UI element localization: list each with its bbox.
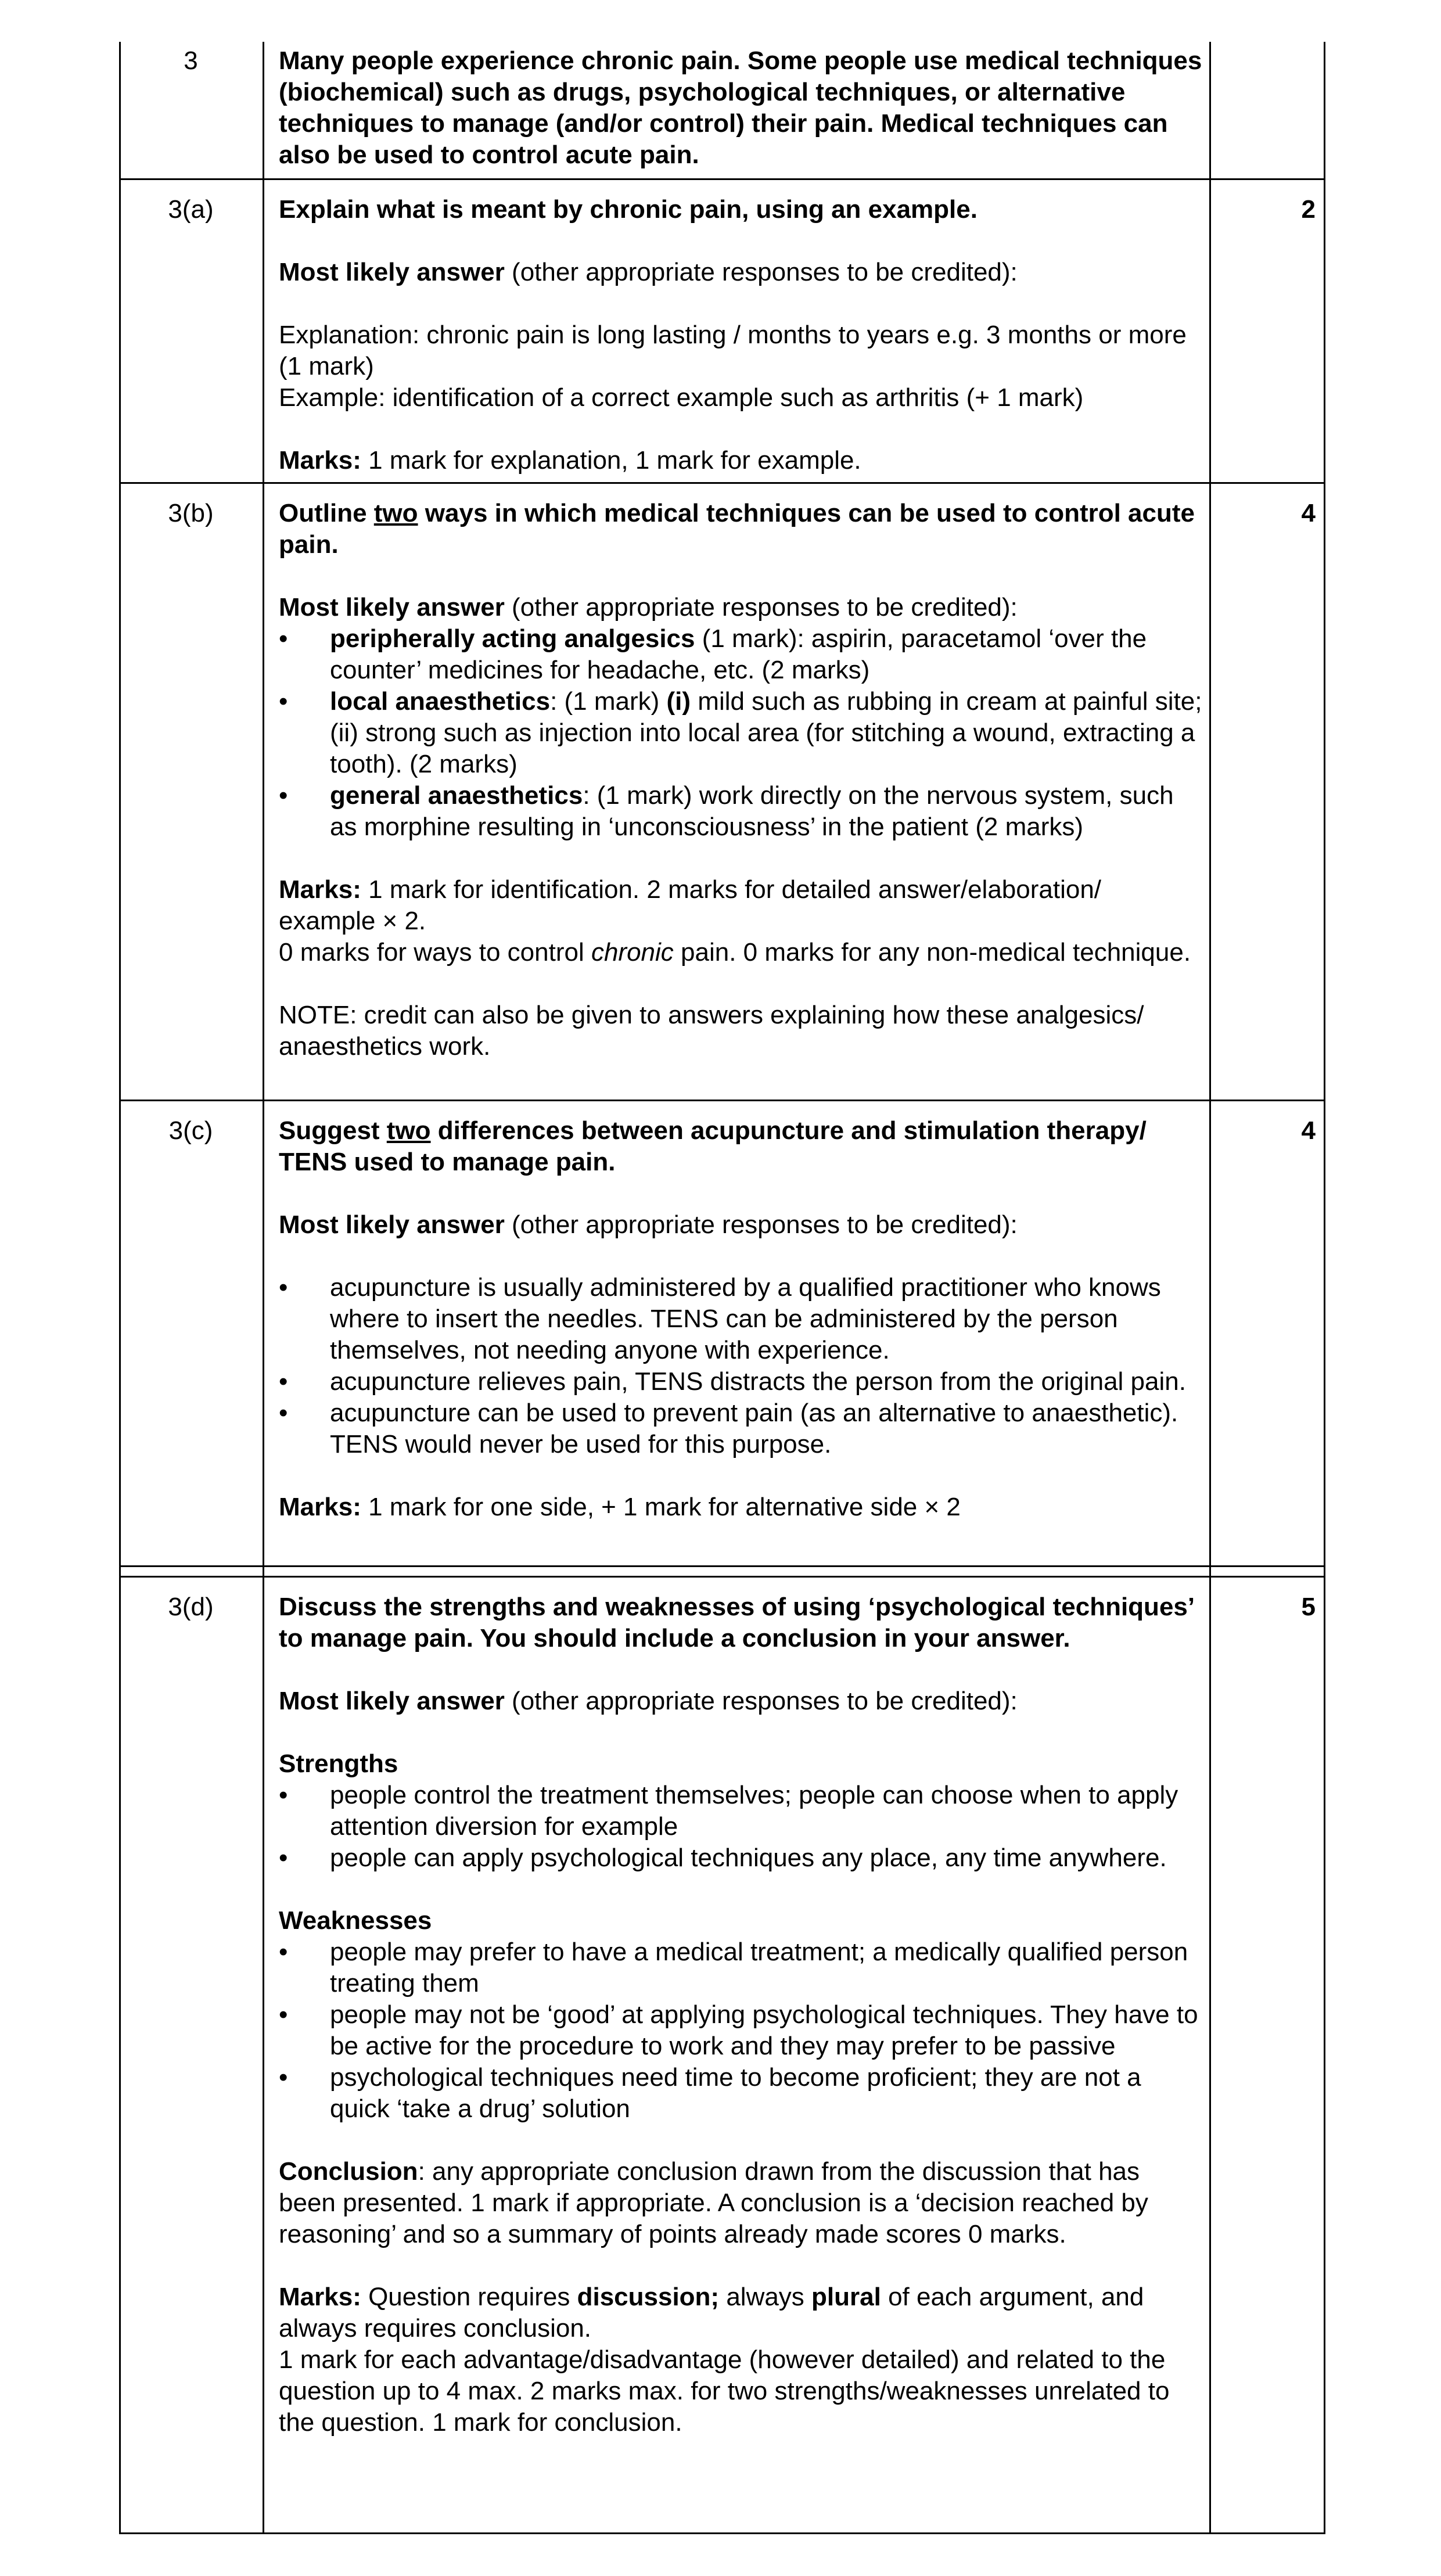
bullet-list-3c <box>279 1272 1202 1460</box>
most-likely-answer-3b: Most likely answer (other appropriate responses to be credited): <box>279 593 1018 621</box>
list-item: • local anaesthetics: (1 mark) (i) mild such as rubbing in cream at painful site; (ii) strong such as injection into local area (for stitching a wound, extracting a tooth). (2 marks) <box>279 686 1202 780</box>
table-bottom-border <box>119 2532 1325 2534</box>
list-item: • people can apply psychological techniques any place, any time anywhere. <box>279 1842 1202 1874</box>
list-item: • people may not be ‘good’ at applying psychological techniques. They have to be active for the procedure to work and they may prefer to be passive <box>279 1999 1202 2062</box>
list-item: • people control the treatment themselves; people can choose when to apply attention diversion for example <box>279 1780 1202 1842</box>
marks-note-3a: Marks: 1 mark for explanation, 1 mark for example. <box>279 446 861 475</box>
example-3a: Example: identification of a correct example such as arthritis (+ 1 mark) <box>279 383 1084 412</box>
question-number-3b: 3(b) <box>168 499 214 527</box>
conclusion-3d: Conclusion: any appropriate conclusion drawn from the discussion that has been presented. 1 mark if appropriate. A conclusion is a ‘decision reached by reasoning’ and so a summary of points already made scores 0 marks. <box>279 2157 1148 2248</box>
list-item: • acupuncture is usually administered by a qualified practitioner who knows where to insert the needles. TENS can be administered by the person themselves, not needing anyone with experience. <box>279 1272 1202 1366</box>
weaknesses-list <box>279 1937 1202 2125</box>
explanation-3a: Explanation: chronic pain is long lasting / months to years e.g. 3 months or more (1 mark) <box>279 321 1187 380</box>
list-item: • psychological techniques need time to become proficient; they are not a quick ‘take a drug’ solution <box>279 2062 1202 2125</box>
most-likely-answer-3c: Most likely answer (other appropriate responses to be credited): <box>279 1210 1018 1239</box>
marks-3a: 2 <box>1301 195 1316 224</box>
answer-3d <box>279 1591 1202 2438</box>
answer-3b <box>279 498 1202 1062</box>
list-item: • acupuncture relieves pain, TENS distracts the person from the original pain. <box>279 1366 1202 1397</box>
marks-3b: 4 <box>1301 499 1316 527</box>
strengths-list <box>279 1780 1202 1874</box>
question-number-3: 3 <box>184 46 198 75</box>
list-item: • people may prefer to have a medical treatment; a medically qualified person treating them <box>279 1937 1202 1999</box>
marks-3d: 5 <box>1301 1593 1316 1621</box>
table-left-border <box>119 42 121 2534</box>
row-divider-3d-top <box>119 1565 1325 1567</box>
question-3-stem: Many people experience chronic pain. Some people use medical techniques (biochemical) such as drugs, psychological techniques, or alternative techniques to manage (and/or control) their pain. Medical techniques can also be used to control acute pain. <box>279 46 1202 169</box>
answer-3c <box>279 1115 1202 1523</box>
bullet-list-3b <box>279 623 1202 843</box>
question-number-3d: 3(d) <box>168 1593 214 1621</box>
row-divider-3d <box>119 1576 1325 1578</box>
question-3d-text: Discuss the strengths and weaknesses of using ‘psychological techniques’ to manage pain. You should include a conclusion in your answer. <box>279 1593 1194 1652</box>
weaknesses-heading: Weaknesses <box>279 1906 432 1935</box>
note-3b: NOTE: credit can also be given to answers explaining how these analgesics/ anaesthetics work. <box>279 1001 1144 1061</box>
table-divider-marks <box>1209 42 1211 2534</box>
question-3c-text: Suggest two differences between acupuncture and stimulation therapy/ TENS used to manage pain. <box>279 1116 1147 1176</box>
list-item: • acupuncture can be used to prevent pain (as an alternative to anaesthetic). TENS would never be used for this purpose. <box>279 1397 1202 1460</box>
question-3b-text: Outline two ways in which medical techniques can be used to control acute pain. <box>279 499 1195 559</box>
row-divider-3b <box>119 482 1325 484</box>
question-number-3a: 3(a) <box>168 195 214 224</box>
question-3a-text: Explain what is meant by chronic pain, using an example. <box>279 195 978 224</box>
row-divider-3c <box>119 1100 1325 1101</box>
marks-note-3c: Marks: 1 mark for one side, + 1 mark for alternative side × 2 <box>279 1493 961 1521</box>
marks-note-3d: Marks: Question requires discussion; always plural of each argument, and always requires conclusion. <box>279 2283 1144 2343</box>
table-right-border <box>1324 42 1325 2534</box>
strengths-heading: Strengths <box>279 1749 398 1778</box>
most-likely-answer-3d: Most likely answer (other appropriate responses to be credited): <box>279 1687 1018 1715</box>
marks-3c: 4 <box>1301 1116 1316 1145</box>
table-divider-number <box>263 42 264 2534</box>
most-likely-answer-3a: Most likely answer (other appropriate responses to be credited): <box>279 258 1018 286</box>
list-item: • general anaesthetics: (1 mark) work directly on the nervous system, such as morphine resulting in ‘unconsciousness’ in the patient (2 marks) <box>279 780 1202 843</box>
question-number-3c: 3(c) <box>168 1116 213 1145</box>
answer-3a <box>279 194 1202 476</box>
marks-note-3b: Marks: 1 mark for identification. 2 marks for detailed answer/elaboration/ example × 2. <box>279 875 1102 935</box>
marks-detail-3d: 1 mark for each advantage/disadvantage (however detailed) and related to the question up to 4 max. 2 marks max. for two strengths/weaknesses unrelated to the question. 1 mark for conclusion. <box>279 2345 1170 2437</box>
list-item: • peripherally acting analgesics (1 mark): aspirin, paracetamol ‘over the counter’ medicines for headache, etc. (2 marks) <box>279 623 1202 686</box>
row-divider-3a <box>119 178 1325 180</box>
zero-marks-note-3b: 0 marks for ways to control chronic pain. 0 marks for any non-medical technique. <box>279 938 1191 967</box>
